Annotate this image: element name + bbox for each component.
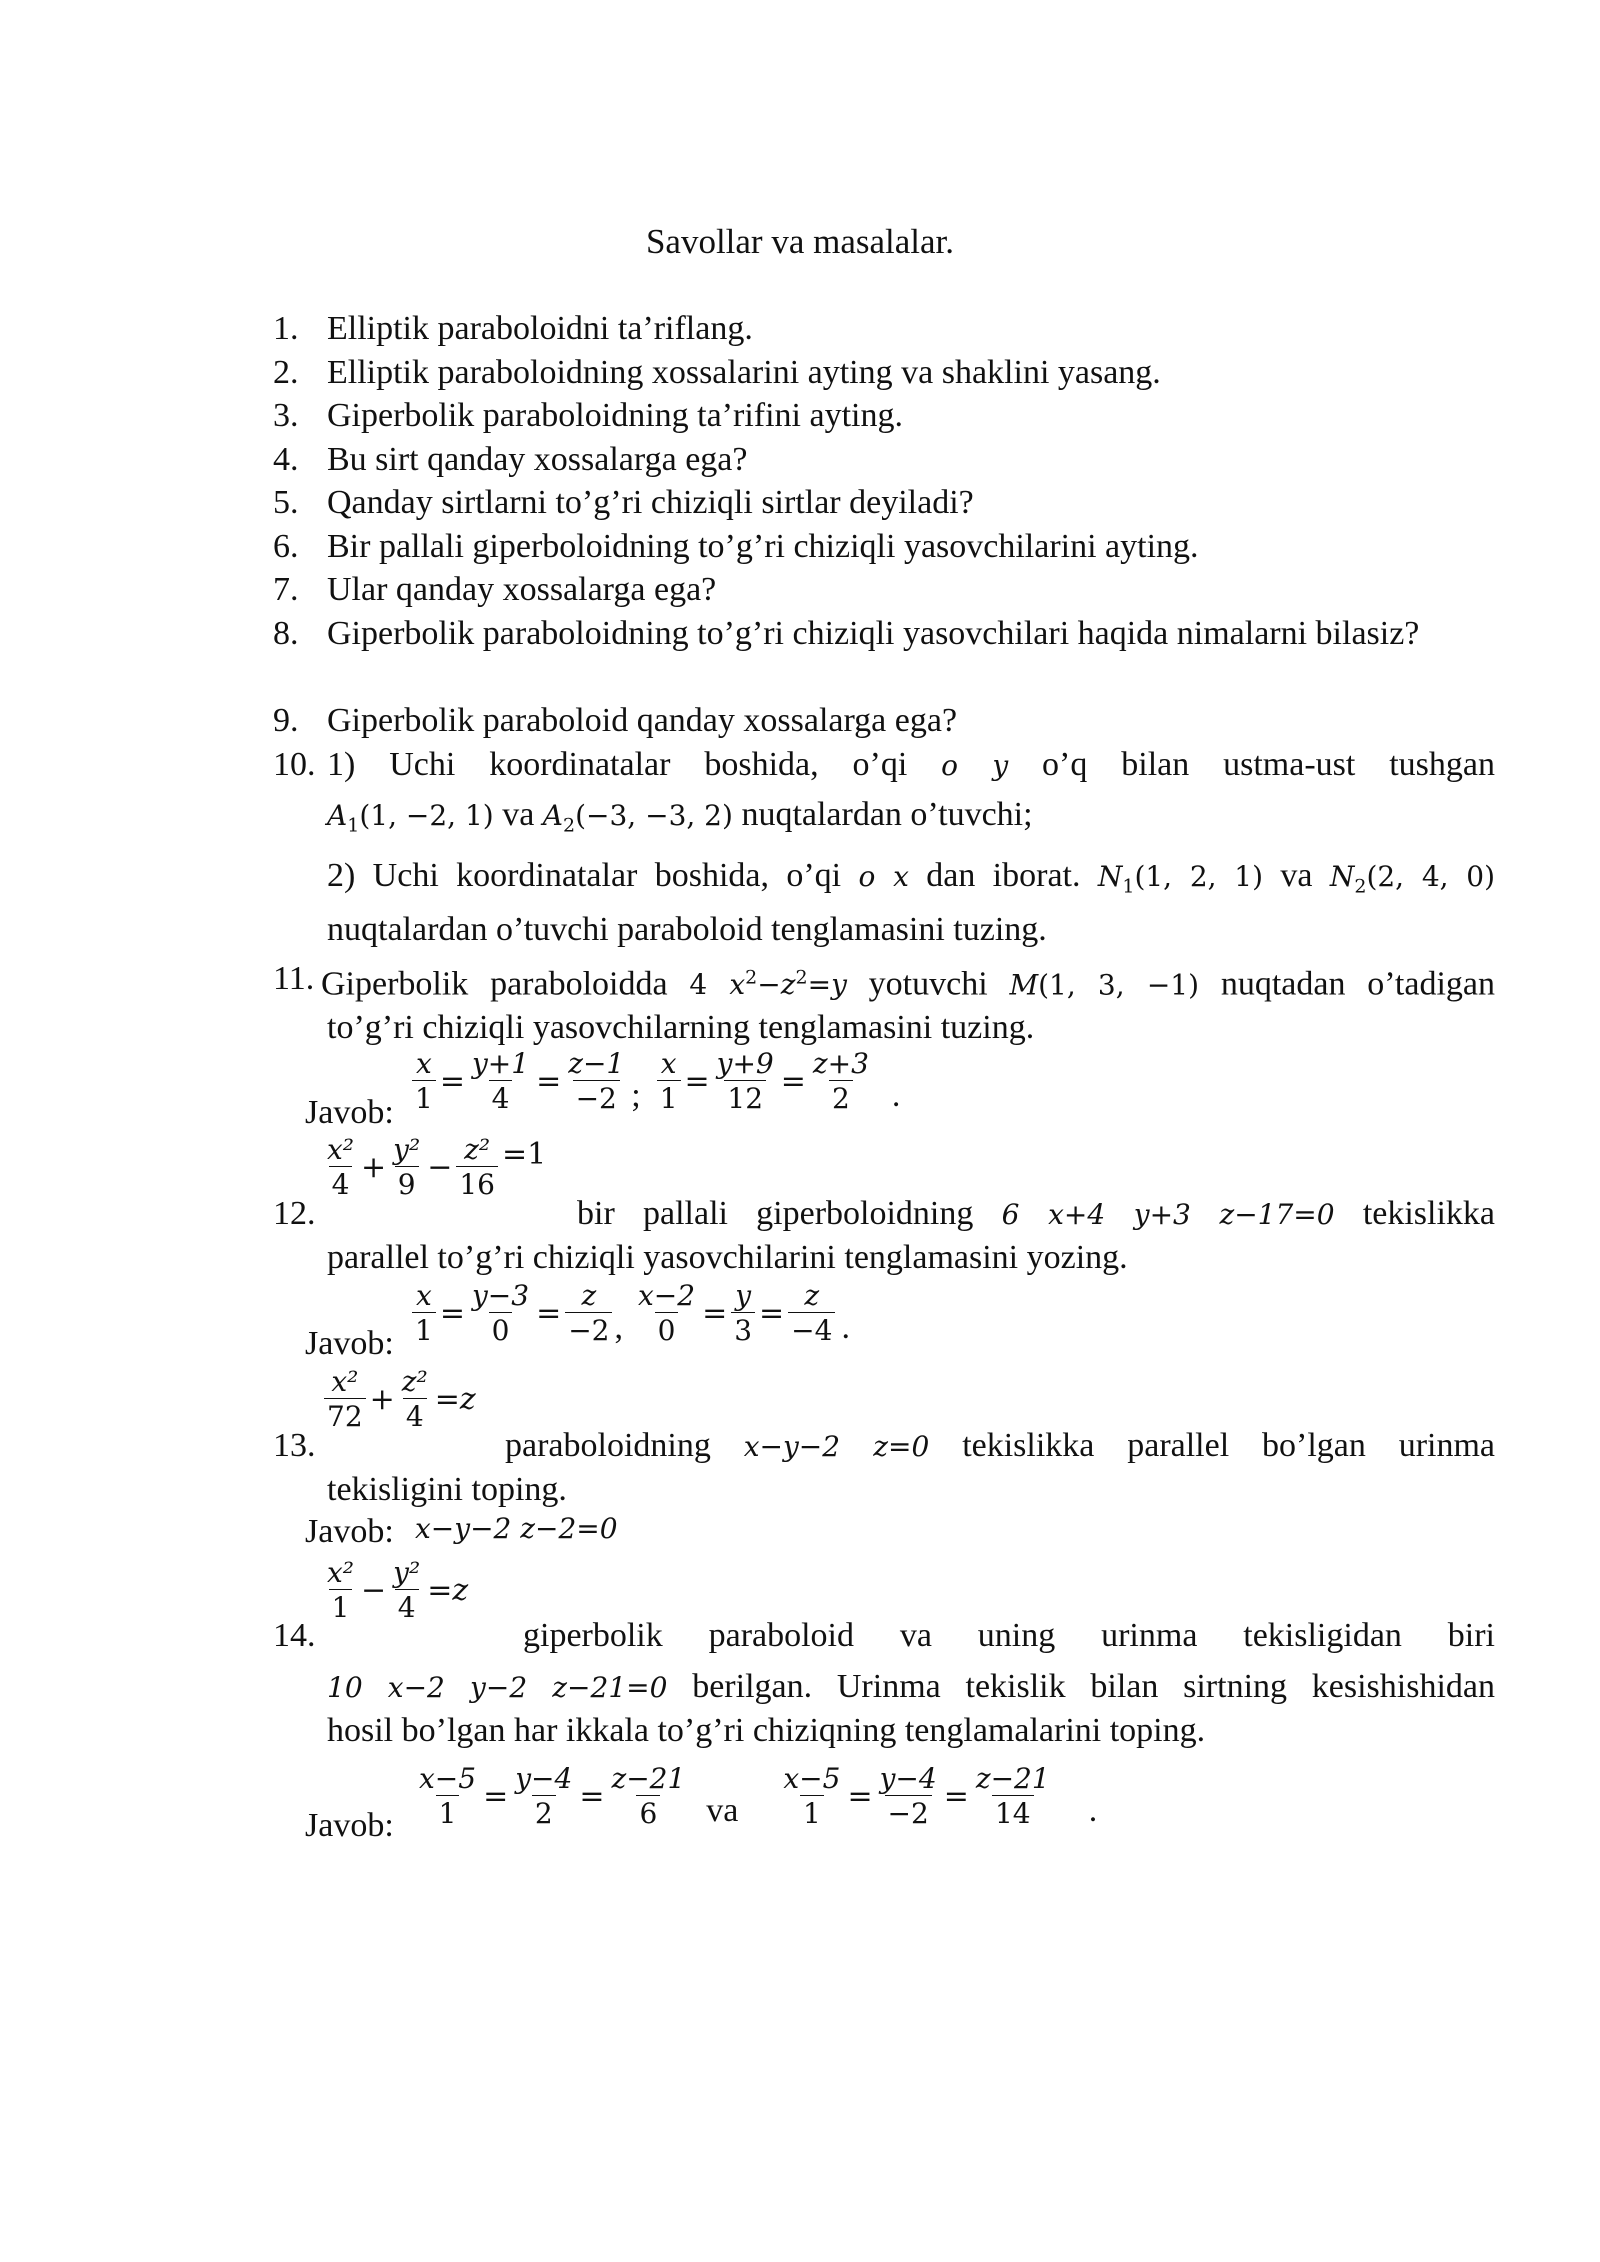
question-text: Elliptik paraboloidni ta’riflang.	[327, 310, 753, 347]
question-text: Giperbolik paraboloidning to’g’ri chiziqli yasovchilari haqida nimalarni bilasiz?	[327, 615, 1420, 652]
fraction: $\frac{\text{x²}}{4}$	[327, 1133, 355, 1201]
math-coord: (1, −2, 1)	[359, 799, 494, 832]
fraction: $\frac{x-2}{0}$	[637, 1279, 696, 1347]
separator: ,	[614, 1308, 623, 1346]
question-14-line-3: hosil bo’lgan har ikkala to’g’ri chiziqning tenglamalarini toping.	[327, 1712, 1206, 1749]
text-span: nuqtadan o’tadigan	[1220, 965, 1496, 1003]
math-op: −	[757, 968, 781, 1002]
plane-equation: x−y−2 z=0	[743, 1430, 930, 1463]
equals-sign: =	[759, 1296, 785, 1331]
point-a1	[327, 799, 494, 837]
equals-sign: =	[684, 1064, 710, 1099]
fraction: $\frac{x}{1}$	[657, 1048, 681, 1115]
question-number: 2.	[273, 354, 299, 391]
question-number: 3.	[273, 397, 299, 434]
fraction: $\frac{y}{3}$	[731, 1280, 755, 1347]
math-sub: 2	[563, 814, 576, 837]
answer-label-12: Javob:	[305, 1325, 394, 1362]
question-number: 13.	[273, 1427, 316, 1464]
fraction: $\frac{x-5}{1}$	[419, 1761, 477, 1830]
question-10	[273, 743, 1495, 951]
fraction: $\frac{\text{y²}}{4}$	[393, 1556, 421, 1624]
fraction: $\frac{y+9}{12}$	[716, 1047, 774, 1115]
fraction: $\frac{x}{1}$	[412, 1280, 436, 1347]
math-var: x	[729, 968, 746, 1002]
fraction: $\frac{z-21}{6}$	[611, 1761, 686, 1830]
math-coord: (2, 4, 0)	[1366, 859, 1496, 893]
question-number: 12.	[273, 1195, 316, 1232]
point-m	[1009, 968, 1199, 1001]
fraction: $\frac{\text{z²}}{16}$	[456, 1134, 498, 1201]
math-sub: 1	[1122, 875, 1135, 898]
fraction: $\frac{x}{1}$	[412, 1048, 436, 1115]
question-text: Ular qanday xossalarga ega?	[327, 571, 717, 608]
math-sub: 2	[1354, 875, 1367, 898]
fraction: $\frac{\text{x²}}{1}$	[327, 1556, 355, 1624]
separator: va	[706, 1792, 739, 1829]
question-text: Giperbolik paraboloid qanday xossalarga ega?	[327, 702, 958, 739]
equals-sign: =	[536, 1064, 562, 1099]
plus-sign: +	[361, 1150, 387, 1185]
question-number: 10.	[273, 746, 316, 783]
hyperbolic-paraboloid-equation: 4 $x^2-z^2=y$	[689, 967, 847, 1002]
answer-label-13: Javob:	[305, 1513, 394, 1550]
fraction: $\frac{x-5}{1}$	[783, 1761, 841, 1830]
paraboloid-equation	[322, 1366, 478, 1433]
question-number: 5.	[273, 484, 299, 521]
question-13-line-2: tekisligini toping.	[327, 1471, 567, 1508]
end-mark: .	[841, 1308, 850, 1346]
equals-sign: =	[780, 1064, 806, 1099]
rhs: =z	[434, 1382, 476, 1417]
equals-sign: =	[847, 1778, 873, 1814]
text-span: o’q bilan ustma-ust tushgan	[1042, 746, 1495, 783]
answer-label-11: Javob:	[305, 1094, 394, 1131]
question-14-line-2	[327, 1665, 1495, 1709]
question-11-line-2: to’g’ri chiziqli yasovchilarning tenglamasini tuzing.	[327, 1009, 1035, 1047]
question-text: Bir pallali giperboloidning to’g’ri chiziqli yasovchilarini ayting.	[327, 528, 1199, 565]
minus-sign: −	[361, 1573, 387, 1608]
question-10-line-4: nuqtalardan o’tuvchi paraboloid tenglamasini tuzing.	[327, 911, 1047, 949]
math-coord: (−3, −3, 2)	[575, 799, 733, 832]
question-1	[273, 307, 1495, 350]
question-number: 6.	[273, 528, 299, 565]
question-text: Qanday sirtlarni to’g’ri chiziqli sirtlar deyiladi?	[327, 484, 974, 521]
question-number: 14.	[273, 1617, 316, 1654]
end-mark: .	[1088, 1792, 1098, 1829]
text-span: va	[1280, 856, 1313, 894]
text-span: berilgan. Urinma tekislik bilan sirtning kesishishidan	[692, 1668, 1496, 1705]
question-number: 11.	[273, 960, 315, 997]
rhs: =z	[427, 1573, 469, 1608]
question-5	[273, 481, 1495, 524]
math-const: 4	[689, 968, 708, 1002]
point-a2	[542, 799, 733, 837]
math-coord: (1, 3, −1)	[1038, 968, 1200, 1002]
question-13-line-1	[505, 1424, 1495, 1468]
math-axis: o y	[941, 749, 1009, 782]
text-span: tekislikka parallel bo’lgan urinma	[962, 1427, 1496, 1464]
fraction: $\frac{z}{-2}$	[565, 1280, 612, 1347]
math-var: N	[1329, 859, 1355, 893]
math-var: N	[1097, 859, 1123, 893]
text-span: dan iborat.	[926, 856, 1081, 894]
math-var: A	[327, 799, 348, 832]
question-9	[273, 699, 1495, 742]
math-var: A	[542, 799, 564, 832]
text-span: va	[502, 796, 535, 833]
fraction: $\frac{y+1}{4}$	[471, 1047, 530, 1115]
question-10-line-1	[327, 743, 1495, 787]
question-number: 7.	[273, 571, 299, 608]
text-span: 2) Uchi koordinatalar boshida, o’qi	[327, 856, 842, 894]
math-sub: 1	[347, 814, 360, 837]
fraction: $\frac{y-4}{-2}$	[879, 1761, 937, 1830]
point-n1	[1097, 859, 1264, 898]
question-4	[273, 438, 1495, 481]
plane-equation: 10 x−2 y−2 z−21=0	[327, 1671, 668, 1704]
math-var: y	[831, 968, 847, 1002]
text-span: paraboloidning	[505, 1427, 711, 1464]
answer-12-equations	[410, 1280, 850, 1347]
fraction: $\frac{z-1}{-2}$	[568, 1047, 625, 1115]
question-number: 1.	[273, 310, 299, 347]
question-13	[273, 1424, 1495, 1511]
answer-13-equation: x−y−2 z−2=0	[415, 1512, 618, 1545]
equals-sign: =	[483, 1778, 509, 1814]
question-12	[273, 1192, 1495, 1279]
math-var: M	[1009, 968, 1039, 1002]
equals-sign: =	[536, 1296, 562, 1331]
question-7	[273, 568, 1495, 611]
math-var: z	[780, 968, 796, 1002]
text-span: tekislikka	[1362, 1195, 1496, 1232]
hyperboloid-equation	[322, 1134, 548, 1201]
fraction: $\frac{\text{x²}}{72}$	[324, 1366, 366, 1433]
fraction: $\frac{\text{z²}}{4}$	[401, 1365, 428, 1433]
end-mark: .	[891, 1076, 901, 1114]
fraction: $\frac{z+3}{2}$	[812, 1047, 869, 1115]
text-span: Giperbolik paraboloidda	[321, 965, 668, 1003]
question-3	[273, 394, 1495, 437]
rhs: =1	[501, 1137, 547, 1172]
question-8	[273, 612, 1495, 655]
question-number: 4.	[273, 441, 299, 478]
fraction: $\frac{\text{y²}}{9}$	[393, 1133, 421, 1201]
equals-sign: =	[439, 1296, 465, 1331]
plane-equation: 6 x+4 y+3 z−17=0	[1001, 1198, 1335, 1231]
question-6	[273, 525, 1495, 568]
question-10-line-2	[327, 793, 1495, 848]
text-span: yotuvchi	[868, 965, 988, 1003]
plus-sign: +	[369, 1382, 395, 1417]
question-10-line-3	[327, 854, 1495, 909]
question-text: Bu sirt qanday xossalarga ega?	[327, 441, 748, 478]
text-span: bir pallali giperboloidning	[577, 1195, 974, 1232]
question-12-line-2: parallel to’g’ri chiziqli yasovchilarini tenglamasini yozing.	[327, 1239, 1128, 1276]
fraction: $\frac{y-3}{0}$	[471, 1279, 530, 1347]
answer-label-14: Javob:	[305, 1807, 394, 1844]
question-11	[273, 957, 1495, 1049]
question-number: 8.	[273, 615, 299, 652]
separator: ;	[631, 1076, 641, 1114]
page-title: Savollar va masalalar.	[645, 222, 955, 261]
fraction: $\frac{z}{-4}$	[788, 1280, 835, 1347]
text-span: 1) Uchi koordinatalar boshida, o’qi	[327, 746, 908, 783]
question-14	[273, 1614, 1495, 1752]
question-14-line-1: giperbolik paraboloid va uning urinma tekisligidan biri	[523, 1617, 1495, 1654]
math-axis: o x	[858, 859, 909, 893]
equals-sign: =	[943, 1778, 969, 1814]
math-op: =	[807, 968, 832, 1002]
equals-sign: =	[702, 1296, 728, 1331]
question-12-line-1	[577, 1192, 1495, 1236]
answer-14-equations	[414, 1762, 1097, 1830]
question-text: Elliptik paraboloidning xossalarini ayting va shaklini yasang.	[327, 354, 1161, 391]
question-text: Giperbolik paraboloidning ta’rifini ayting.	[327, 397, 903, 434]
fraction: $\frac{z-21}{14}$	[975, 1761, 1050, 1830]
equals-sign: =	[579, 1778, 605, 1814]
math-coord: (1, 2, 1)	[1134, 859, 1264, 893]
point-n2	[1329, 859, 1496, 898]
equals-sign: =	[439, 1064, 465, 1099]
question-2	[273, 351, 1495, 394]
answer-11-equations	[410, 1048, 900, 1115]
minus-sign: −	[427, 1150, 453, 1185]
fraction: $\frac{y-4}{2}$	[515, 1761, 573, 1830]
question-number: 9.	[273, 702, 299, 739]
question-11-line-1	[321, 957, 1495, 1006]
text-span: nuqtalardan o’tuvchi;	[741, 796, 1033, 833]
